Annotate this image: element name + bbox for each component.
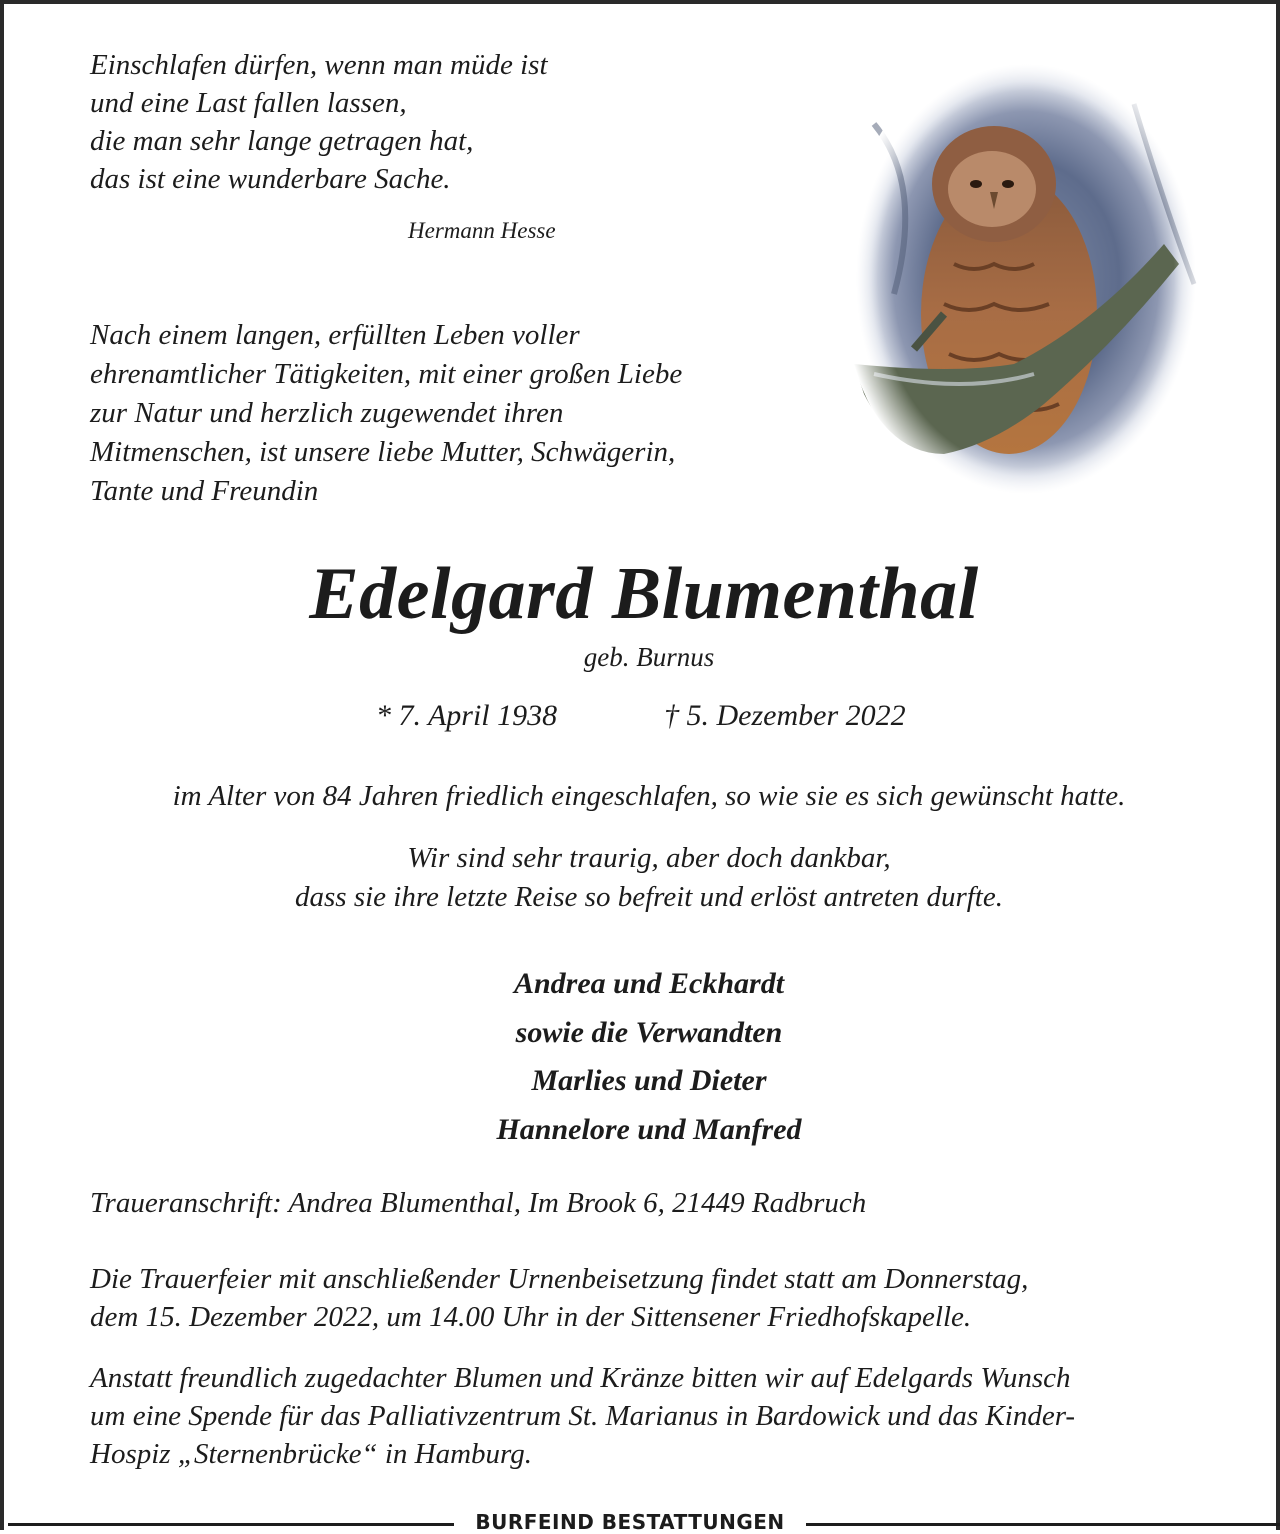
mourner-line: Andrea und Eckhardt xyxy=(513,967,785,1000)
donation-line: Anstatt freundlich zugedachter Blumen und Kränze bitten wir auf Edelgards Wunsch xyxy=(90,1362,1071,1394)
footer-rule-right xyxy=(806,1523,1280,1526)
funeral-info xyxy=(90,1260,1028,1336)
donation-info xyxy=(90,1359,1075,1473)
intro-line: Nach einem langen, erfüllten Leben voller xyxy=(90,319,580,351)
address-line: Traueranschrift: Andrea Blumenthal, Im Brook 6, 21449 Radbruch xyxy=(90,1187,867,1219)
intro-line: Mitmenschen, ist unsere liebe Mutter, Schwägerin, xyxy=(90,436,676,468)
poem-line: Einschlafen dürfen, wenn man müde ist xyxy=(90,49,548,81)
donation-line: um eine Spende für das Palliativzentrum St. Marianus in Bardowick und das Kinder- xyxy=(90,1400,1076,1432)
owl-photo xyxy=(834,64,1224,534)
poem-author: Hermann Hesse xyxy=(408,218,556,243)
donation-line: Hospiz „Sternenbrücke“ in Hamburg. xyxy=(90,1438,532,1470)
mourners-list xyxy=(4,960,1280,1154)
intro-text xyxy=(90,316,682,511)
mourner-line: Hannelore und Manfred xyxy=(496,1112,802,1146)
death-date: † 5. Dezember 2022 xyxy=(664,699,906,732)
funeral-home-logo: BURFEIND BESTATTUNGEN xyxy=(475,1510,785,1534)
poem xyxy=(90,46,548,198)
funeral-line: Die Trauerfeier mit anschließender Urnenbeisetzung findet statt am Donnerstag, xyxy=(90,1263,1029,1295)
sad-line-2: dass sie ihre letzte Reise so befreit und erlöst antreten durfte. xyxy=(295,881,1003,913)
sad-line-1: Wir sind sehr traurig, aber doch dankbar, xyxy=(407,842,891,874)
mourner-line: sowie die Verwandten xyxy=(515,1015,783,1049)
age-line: im Alter von 84 Jahren friedlich eingeschlafen, so wie sie es sich gewünscht hatte. xyxy=(172,780,1126,812)
poem-line: und eine Last fallen lassen, xyxy=(90,87,407,119)
birth-date: * 7. April 1938 xyxy=(376,699,558,732)
poem-line: die man sehr lange getragen hat, xyxy=(90,125,474,157)
footer-rule-left xyxy=(8,1523,454,1526)
intro-line: Tante und Freundin xyxy=(90,475,319,507)
mourning-address xyxy=(90,1184,866,1222)
birth-name: geb. Burnus xyxy=(583,642,715,672)
funeral-line: dem 15. Dezember 2022, um 14.00 Uhr in der Sittensener Friedhofskapelle. xyxy=(90,1301,972,1333)
deceased-name: Edelgard Blumenthal xyxy=(309,553,979,635)
intro-line: zur Natur und herzlich zugewendet ihren xyxy=(90,397,564,429)
mourner-line: Marlies und Dieter xyxy=(531,1064,767,1097)
intro-line: ehrenamtlicher Tätigkeiten, mit einer großen Liebe xyxy=(90,358,683,390)
poem-line: das ist eine wunderbare Sache. xyxy=(90,163,451,195)
